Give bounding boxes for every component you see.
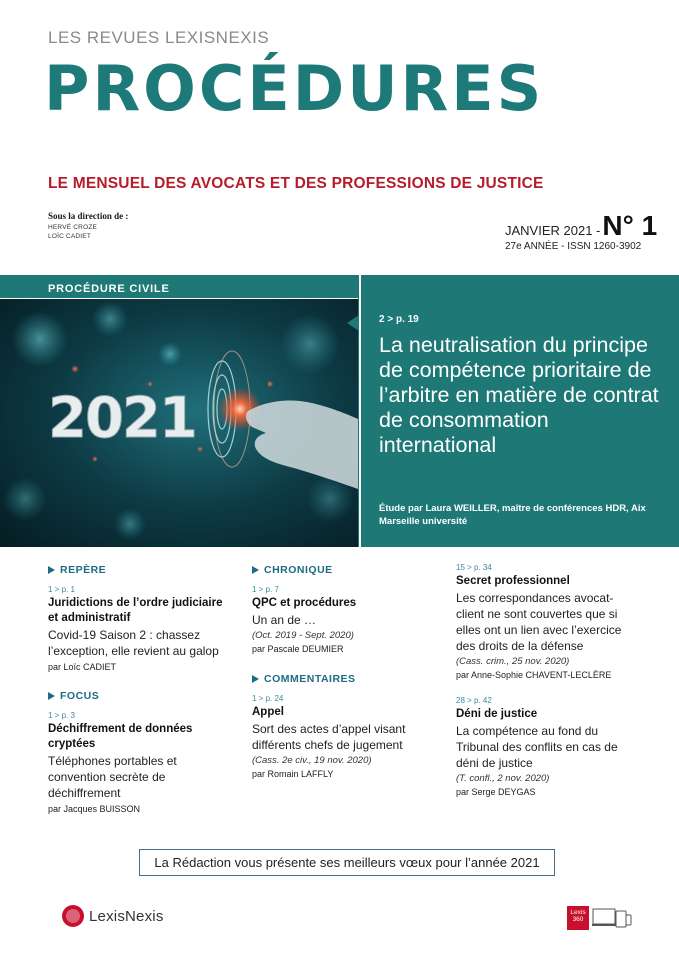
- article-title[interactable]: Déchiffrement de données cryptées: [48, 723, 193, 750]
- article-reference: 1 > p. 7: [252, 585, 279, 594]
- article-citation: (Cass. 2e civ., 19 nov. 2020): [252, 755, 372, 766]
- band-separator: [359, 275, 361, 547]
- article-author: par Jacques BUISSON: [48, 804, 141, 814]
- section-header-focus: [48, 690, 228, 702]
- lexis-360-badge[interactable]: Lexis 360: [567, 906, 589, 930]
- article-title[interactable]: QPC et procédures: [252, 597, 357, 609]
- lead-reference: 2 > p. 19: [379, 314, 419, 325]
- article-summary: Téléphones portables et convention secrète de déchiffrement: [48, 754, 177, 800]
- article-author: par Romain LAFFLY: [252, 769, 334, 779]
- lead-author: Étude par Laura WEILLER, maître de conférences HDR, Aix Marseille université: [379, 503, 646, 527]
- issue-line: [505, 212, 657, 240]
- publisher-name: LES REVUES LEXISNEXIS: [48, 28, 270, 47]
- article-author: par Pascale DEUMIER: [252, 644, 344, 654]
- article-citation: (T. confl., 2 nov. 2020): [456, 773, 550, 784]
- article-author: par Anne-Sophie CHAVENT-LECLÈRE: [456, 670, 612, 680]
- column-left: [48, 564, 228, 814]
- article-title[interactable]: Juridictions de l’ordre judiciaire et administratif: [48, 597, 223, 624]
- masthead-title: PROCÉDURES: [44, 52, 545, 125]
- section-header-chronique: [252, 564, 432, 576]
- triangle-right-icon: [252, 566, 259, 574]
- issue-number: N° 1: [602, 210, 658, 241]
- article-reference: 1 > p. 24: [252, 694, 284, 703]
- article-summary: Sort des actes d’appel visant différents chefs de jugement: [252, 722, 406, 752]
- section-label: CHRONIQUE: [264, 564, 333, 576]
- lead-cover-image: [0, 299, 358, 547]
- direction-label: Sous la direction de :: [48, 211, 129, 221]
- logo-text: LexisNexis: [89, 907, 164, 925]
- column-right: [456, 563, 636, 797]
- cover-year-text: 2021: [48, 386, 196, 451]
- lead-pointer-icon: [347, 315, 359, 331]
- triangle-right-icon: [252, 675, 259, 683]
- issue-details: 27e ANNÉE - ISSN 1260-3902: [505, 241, 642, 252]
- section-header-repere: [48, 564, 228, 576]
- director-name: LOÏC CADIET: [48, 233, 92, 240]
- section-label: COMMENTAIRES: [264, 673, 356, 685]
- article-summary: Un an de …: [252, 613, 317, 627]
- article-title[interactable]: Appel: [252, 706, 284, 718]
- devices-icon: [592, 906, 632, 930]
- lead-section-label: PROCÉDURE CIVILE: [48, 283, 170, 295]
- section-label: FOCUS: [60, 690, 100, 702]
- triangle-right-icon: [48, 692, 55, 700]
- article-summary: Les correspondances avocat-client ne sont couvertes que si elles ont un lien avec l’exercice des droits de la défense: [456, 591, 622, 653]
- article-citation: (Oct. 2019 - Sept. 2020): [252, 630, 354, 641]
- article-reference: 1 > p. 3: [48, 711, 75, 720]
- article-reference: 1 > p. 1: [48, 585, 75, 594]
- tagline: LE MENSUEL DES AVOCATS ET DES PROFESSIONS DE JUSTICE: [48, 175, 544, 192]
- article-citation: (Cass. crim., 25 nov. 2020): [456, 656, 570, 667]
- article-title[interactable]: Déni de justice: [456, 708, 538, 720]
- article-summary: La compétence au fond du Tribunal des conflits en cas de déni de justice: [456, 724, 618, 770]
- director-name: HERVÉ CROZE: [48, 224, 98, 231]
- column-middle: [252, 564, 432, 779]
- lead-title[interactable]: La neutralisation du principe de compétence prioritaire de l’arbitre en matière de contrat de consommation international: [379, 333, 659, 457]
- section-label: REPÈRE: [60, 564, 107, 576]
- triangle-right-icon: [48, 566, 55, 574]
- article-reference: 15 > p. 34: [456, 563, 492, 572]
- lexisnexis-logo[interactable]: [62, 905, 164, 927]
- lexisnexis-logo-icon: [62, 905, 84, 927]
- issue-date: JANVIER 2021 -: [505, 223, 601, 238]
- greeting-box: La Rédaction vous présente ses meilleurs vœux pour l’année 2021: [139, 849, 555, 876]
- article-summary: Covid-19 Saison 2 : chassez l’exception, elle revient au galop: [48, 628, 219, 658]
- article-author: par Serge DEYGAS: [456, 787, 536, 797]
- article-reference: 28 > p. 42: [456, 696, 492, 705]
- section-header-commentaires: [252, 673, 432, 685]
- article-author: par Loïc CADIET: [48, 662, 117, 672]
- article-title[interactable]: Secret professionnel: [456, 575, 570, 587]
